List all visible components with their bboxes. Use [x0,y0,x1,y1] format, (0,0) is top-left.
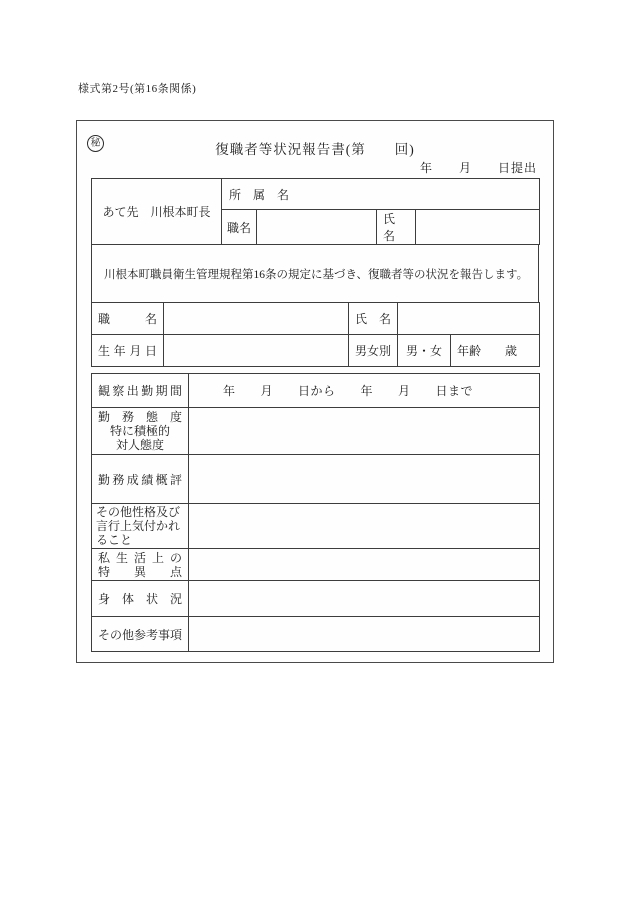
personality-label-line2: 言行上気付かれ [96,519,181,533]
addressee-cell: あて先 川根本町長 [92,179,222,245]
work-attitude-input-cell [189,408,540,455]
row-personality [92,504,540,549]
remarks-input-cell [189,617,540,652]
addressee-table [91,178,540,245]
work-attitude-label-line2: 特に積極的 [109,424,170,438]
physical-condition-label: 身体状況 [92,581,189,617]
birthdate-input-cell [164,335,349,367]
personality-label [92,504,189,549]
private-life-input-cell [189,549,540,581]
personality-label-line1: その他性格及び [96,505,181,519]
reporter-position-label: 職名 [222,210,257,245]
submit-date-line: 年 月 日提出 [419,161,537,175]
private-life-label-line2: 特異点 [98,564,182,579]
person-row-birth-sex-age [92,335,540,367]
personality-label-line3: ること [96,533,133,547]
personality-input-cell [189,504,540,549]
person-table [91,302,540,367]
reporter-name-label: 氏 名 [377,210,416,245]
observation-period-label: 観察出勤期間 [92,374,189,408]
birthdate-label: 生年月日 [92,335,164,367]
person-name-input-cell [398,303,540,335]
form-body [91,178,539,652]
row-physical-condition [92,581,540,617]
reporter-name-input-cell [416,210,540,245]
form-title: 復職者等状況報告書(第 回) [215,142,415,157]
performance-label: 勤務成績概評 [92,455,189,504]
sex-label: 男女別 [349,335,398,367]
row-work-attitude [92,408,540,455]
addressee-row-department [92,179,540,210]
work-attitude-label-line1: 勤務態度 [98,410,182,424]
work-attitude-label-line3: 対人態度 [115,438,164,452]
confidential-stamp-text: 秘 [90,137,101,149]
row-remarks [92,617,540,652]
work-attitude-label [92,408,189,455]
age-label: 年齢 歳 [451,335,540,367]
row-observation-period [92,374,540,408]
performance-input-cell [189,455,540,504]
report-form-sheet [76,120,554,663]
statement-text: 川根本町職員衛生管理規程第16条の規定に基づき、復職者等の状況を報告します。 [91,245,539,302]
person-row-position-name [92,303,540,335]
form-number: 様式第2号(第16条関係) [78,83,197,95]
sex-options: 男・女 [398,335,451,367]
physical-condition-input-cell [189,581,540,617]
observation-period-value: 年 月 日から 年 月 日まで [189,374,540,408]
person-position-input-cell [164,303,349,335]
person-name-label: 氏名 [349,303,398,335]
remarks-label: その他参考事項 [92,617,189,652]
department-label: 所 属 名 [222,179,540,210]
private-life-label [92,549,189,581]
observation-table [91,373,540,652]
person-position-label: 職名 [92,303,164,335]
row-private-life [92,549,540,581]
row-performance [92,455,540,504]
reporter-position-input-cell [257,210,377,245]
private-life-label-line1: 私生活上の [98,550,182,565]
